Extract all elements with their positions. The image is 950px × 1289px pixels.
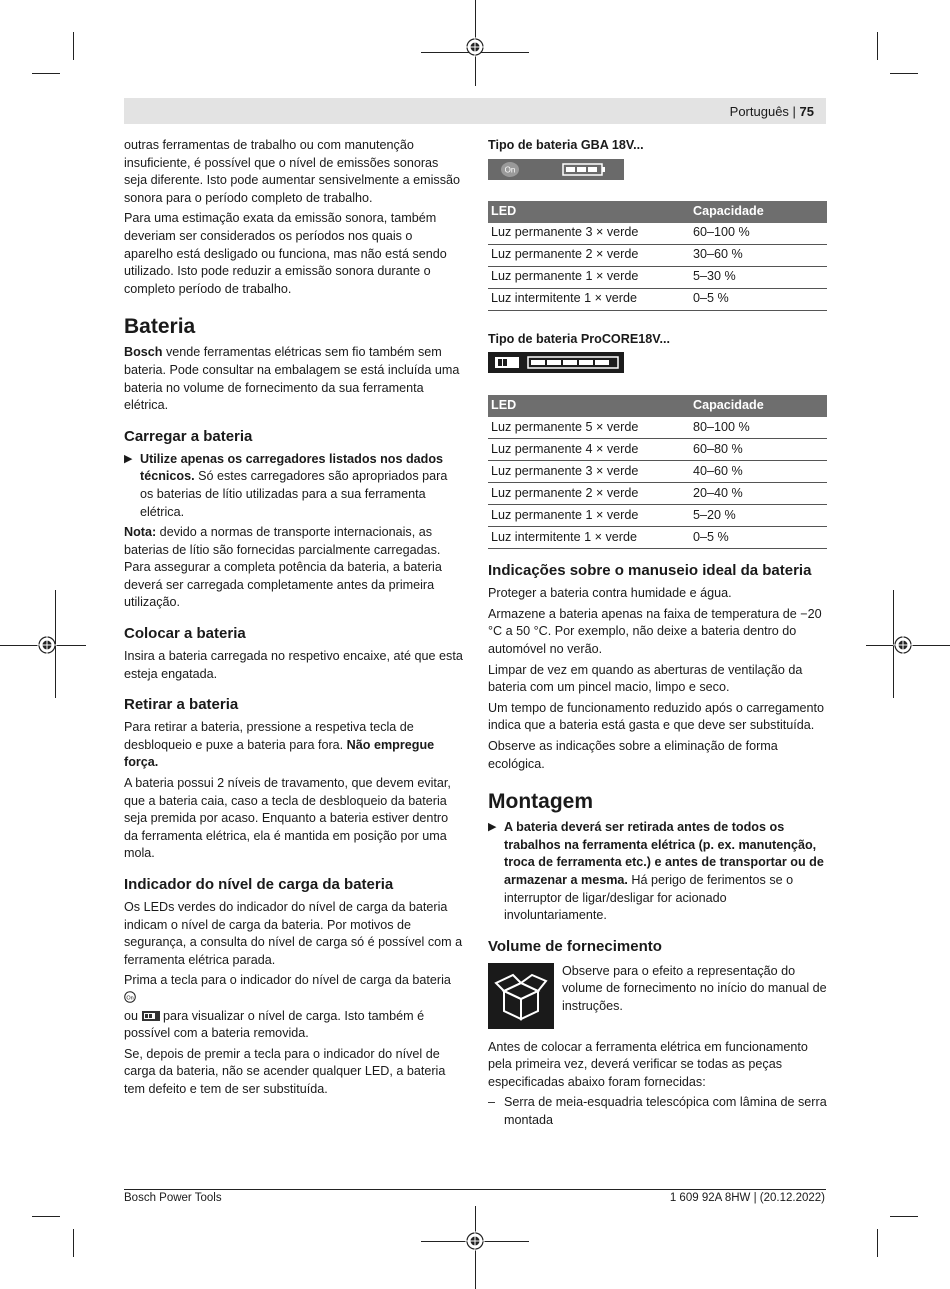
- table-header: Capacidade: [690, 201, 827, 223]
- paragraph: outras ferramentas de trabalho ou com manutenção insuficiente, é possível que o nível de emissões sonoras seja diferente. Isto pode aumentar sensivelmente a emissão sonora para o período completo de trabalho.: [124, 138, 461, 205]
- table-header: Capacidade: [690, 395, 827, 417]
- paragraph: Um tempo de funcionamento reduzido após o carregamento indica que a bateria está gasta e que deve ser substituída.: [488, 700, 825, 733]
- registration-target-icon: [465, 37, 485, 57]
- table-cell: Luz intermitente 1 × verde: [488, 288, 690, 310]
- table-cell: 5–20 %: [690, 505, 827, 527]
- table-cell: Luz permanente 2 × verde: [488, 483, 690, 505]
- table-row: [488, 483, 827, 505]
- battery-indicator-icon: [142, 1011, 160, 1021]
- table-cell: Luz permanente 3 × verde: [488, 223, 690, 245]
- text: para visualizar o nível de carga. Isto também é possível com a bateria removida.: [124, 1008, 425, 1041]
- gba-led-display-icon: [488, 159, 624, 180]
- paragraph: [124, 344, 464, 414]
- text: Prima a tecla para o indicador do nível de carga da bateria: [124, 973, 451, 988]
- dash-marker: –: [488, 1095, 496, 1110]
- table-cell: Luz permanente 1 × verde: [488, 505, 690, 527]
- heading-bateria: Bateria: [124, 315, 196, 339]
- paragraph: Limpar de vez em quando as aberturas de ventilação da bateria com um pincel macio, limpo e seco.: [488, 662, 803, 695]
- bullet-item: [124, 451, 464, 521]
- paragraph: [124, 719, 464, 772]
- paragraph: [124, 524, 464, 612]
- table-header: LED: [488, 201, 690, 223]
- heading-indicacoes: Indicações sobre o manuseio ideal da bateria: [488, 562, 812, 580]
- table-cell: Luz permanente 1 × verde: [488, 266, 690, 288]
- registration-target-icon: [37, 635, 57, 655]
- left-column: [124, 137, 464, 1102]
- table-cell: 20–40 %: [690, 483, 827, 505]
- heading-colocar: Colocar a bateria: [124, 625, 246, 643]
- on-label: On: [504, 165, 516, 175]
- footer-rule: [124, 1189, 826, 1190]
- brand-name: Bosch: [124, 345, 163, 360]
- paragraph: Insira a bateria carregada no respetivo encaixe, até que esta esteja engatada.: [124, 649, 463, 681]
- table-row: [488, 266, 827, 288]
- on-button-icon: [124, 991, 136, 1003]
- header-language: Português: [729, 104, 789, 119]
- paragraph: [124, 972, 464, 1042]
- bold-text: A bateria deverá ser retirada antes de todos os trabalhos na ferramenta elétrica (p. ex. manutenção, troca de ferramenta etc.) e antes de transportar ou de armazenar a mesma.: [504, 820, 824, 887]
- table-cell: Luz intermitente 1 × verde: [488, 527, 690, 549]
- table-row: [488, 461, 827, 483]
- note-label: Nota:: [124, 525, 157, 540]
- heading-indicador: Indicador do nível de carga da bateria: [124, 876, 394, 893]
- heading-montagem: Montagem: [488, 790, 593, 814]
- heading-carregar: Carregar a bateria: [124, 427, 253, 445]
- table-row: [488, 223, 827, 245]
- table-row: [488, 417, 827, 439]
- table-cell: Luz permanente 2 × verde: [488, 244, 690, 266]
- text: Há perigo de ferimentos se o interruptor de ligar/desligar for acionado involuntariamente.: [504, 872, 794, 923]
- table-row: [488, 244, 827, 266]
- gba-battery-graphic: [488, 159, 624, 180]
- paragraph: A bateria possui 2 níveis de travamento, que devem evitar, que a bateria caia, caso a tecla de desbloqueio da bateria seja premida por acaso. Enquanto a bateria estiver dentro da ferramenta elétrica, ela é mantida em posição por uma mola.: [124, 776, 451, 861]
- registration-target-icon: [465, 1231, 485, 1251]
- table-row: [488, 439, 827, 461]
- open-box-icon: [488, 963, 554, 1029]
- table-cell: Luz permanente 3 × verde: [488, 461, 690, 483]
- led-table-gba: [488, 201, 827, 311]
- paragraph: Se, depois de premir a tecla para o indicador do nível de carga da bateria, não se acender qualquer LED, a bateria tem defeito e tem de ser substituída.: [124, 1046, 446, 1096]
- procore-battery-graphic: [488, 352, 624, 373]
- heading-volume: Volume de fornecimento: [488, 937, 662, 955]
- page-header: Português | 75: [729, 104, 814, 119]
- procore-led-display-icon: [488, 352, 624, 373]
- text: vende ferramentas elétricas sem fio também sem bateria. Pode consultar na embalagem se está incluída uma bateria no volume de fornecimento da sua ferramenta elétrica.: [124, 345, 460, 413]
- table-cell: 30–60 %: [690, 244, 827, 266]
- paragraph: Para uma estimação exata da emissão sonora, também deveriam ser considerados os períodos nos quais o aparelho está desligado ou funciona, mas não está sendo utilizado. Isto pode reduzir a emissão sonora durante o completo período de trabalho.: [124, 211, 447, 296]
- table-cell: 80–100 %: [690, 417, 827, 439]
- text: ou: [124, 1008, 142, 1023]
- table-header: LED: [488, 395, 690, 417]
- text: Para retirar a bateria, pressione a respetiva tecla de desbloqueio e puxe a bateria para fora.: [124, 720, 414, 752]
- bold-text: Utilize apenas os carregadores listados nos dados técnicos.: [140, 451, 444, 484]
- table-cell: 60–80 %: [690, 439, 827, 461]
- battery-type-gba-title: Tipo de bateria GBA 18V...: [488, 138, 644, 152]
- footer-right: 1 609 92A 8HW | (20.12.2022): [669, 1192, 825, 1204]
- table-cell: 0–5 %: [690, 527, 827, 549]
- text: devido a normas de transporte internacionais, as baterias de lítio são fornecidas parcialmente carregadas. Para assegurar a completa potência da bateria, a bateria deverá ser carregada completamente antes da primeira utilização.: [124, 525, 442, 610]
- right-column: [488, 137, 827, 1130]
- heading-retirar: Retirar a bateria: [124, 696, 239, 714]
- battery-type-procore-title: Tipo de bateria ProCORE18V...: [488, 331, 670, 346]
- header-band: [124, 98, 826, 124]
- footer-left: Bosch Power Tools: [124, 1192, 222, 1204]
- table-cell: Luz permanente 4 × verde: [488, 439, 690, 461]
- svg-text:On: On: [126, 995, 134, 1002]
- table-cell: 5–30 %: [690, 266, 827, 288]
- led-table-procore: [488, 395, 827, 549]
- table-cell: 0–5 %: [690, 288, 827, 310]
- table-row: [488, 505, 827, 527]
- text: Só estes carregadores são apropriados para os baterias de lítio utilizadas para a sua ferramenta elétrica.: [140, 469, 448, 519]
- list-item: [488, 1094, 827, 1129]
- icon-note-text: Observe para o efeito a representação do volume de fornecimento no início do manual de instruções.: [562, 963, 827, 1013]
- page-number: 75: [799, 104, 814, 119]
- bullet-item: [488, 819, 827, 925]
- paragraph: Observe as indicações sobre a eliminação de forma ecológica.: [488, 738, 778, 771]
- paragraph: Armazene a bateria apenas na faixa de temperatura de −20 °C a 50 °C. Por exemplo, não deixe a bateria dentro do automóvel no verão.: [488, 606, 822, 656]
- table-cell: 60–100 %: [690, 223, 827, 245]
- paragraph: Antes de colocar a ferramenta elétrica em funcionamento pela primeira vez, deverá verificar se todas as peças especificadas abaixo foram fornecidas:: [488, 1039, 808, 1089]
- registration-target-icon: [893, 635, 913, 655]
- bold-text: Não empregue força.: [124, 737, 435, 770]
- paragraph: Os LEDs verdes do indicador do nível de carga da bateria indicam o nível de carga da bateria. Por motivos de segurança, a consulta do nível de carga só é possível com a ferramenta elétrica parada.: [124, 900, 463, 967]
- triangle-right-icon: ▶: [488, 821, 497, 834]
- table-cell: 40–60 %: [690, 461, 827, 483]
- paragraph: Proteger a bateria contra humidade e água.: [488, 586, 732, 601]
- table-row: [488, 527, 827, 549]
- triangle-right-icon: ▶: [124, 452, 133, 465]
- table-row: [488, 288, 827, 310]
- scope-of-delivery-note: [488, 963, 827, 1029]
- list-item-text: Serra de meia-esquadria telescópica com lâmina de serra montada: [504, 1095, 827, 1128]
- table-cell: Luz permanente 5 × verde: [488, 417, 690, 439]
